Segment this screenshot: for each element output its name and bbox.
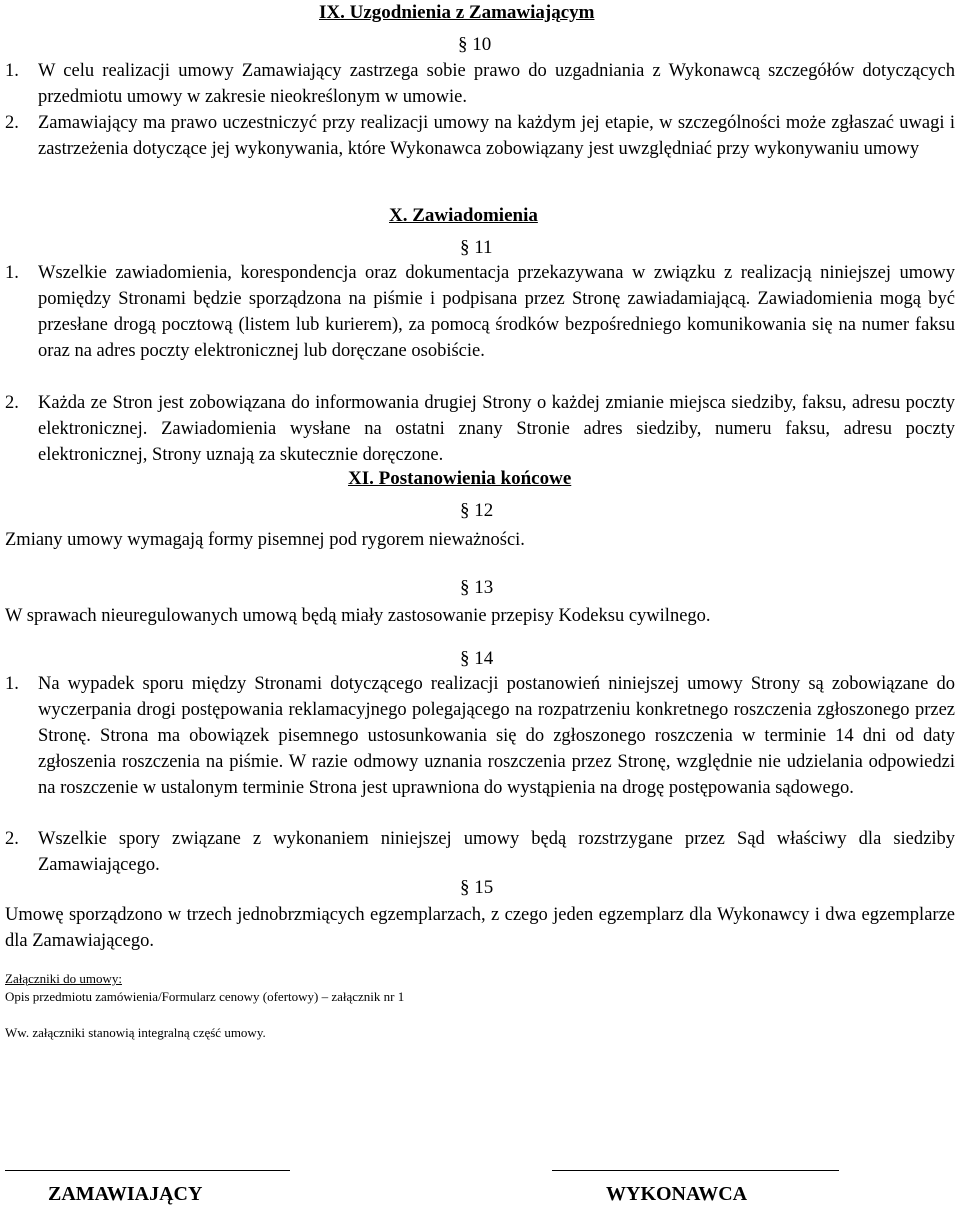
s10-item-1 (5, 58, 955, 110)
paragraph-13-marker: § 13 (460, 577, 494, 598)
item-text: W celu realizacji umowy Zamawiający zastrzega sobie prawo do uzgadniania z Wykonawcą szczegółów dotyczących przedmiotu umowy w zakresie nieokreślonym w umowie. (38, 61, 955, 107)
signature-label-left: ZAMAWIAJĄCY (48, 1183, 203, 1205)
section-title-xi: XI. Postanowienia końcowe (348, 468, 572, 489)
attachments-label: Załączniki do umowy: (5, 971, 122, 986)
paragraph-15-marker: § 15 (460, 877, 494, 898)
s11-item-1 (5, 260, 955, 364)
item-number: 2. (5, 393, 19, 413)
s12-text: Zmiany umowy wymagają formy pisemnej pod rygorem nieważności. (5, 530, 525, 550)
section-title-ix: IX. Uzgodnienia z Zamawiającym (319, 2, 595, 23)
item-number: 2. (5, 829, 19, 849)
attachment-item: Opis przedmiotu zamówienia/Formularz cenowy (ofertowy) – załącznik nr 1 (5, 989, 405, 1004)
item-text: Wszelkie zawiadomienia, korespondencja oraz dokumentacja przekazywana w związku z realizacją niniejszej umowy pomiędzy Stronami będzie sporządzona na piśmie i podpisana przez Stronę zawiadamiającą. Zawiadomienia mogą być przesłane drogą pocztową (listem lub kurierem), za pomocą środków bezpośredniego komunikowania się na numer faksu oraz na adres poczty elektronicznej lub doręczane osobiście. (38, 263, 955, 361)
paragraph-14-marker: § 14 (460, 648, 494, 669)
paragraph-10-marker: § 10 (458, 34, 492, 55)
item-number: 1. (5, 674, 19, 694)
s11-item-2 (5, 390, 955, 468)
item-text: Wszelkie spory związane z wykonaniem niniejszej umowy będą rozstrzygane przez Sąd właściwy dla siedziby Zamawiającego. (38, 829, 955, 875)
section-title-x: X. Zawiadomienia (389, 205, 538, 226)
s14-item-2 (5, 826, 955, 878)
s10-item-2 (5, 110, 955, 162)
signature-label-right: WYKONAWCA (606, 1183, 748, 1205)
item-text: Na wypadek sporu między Stronami dotyczącego realizacji postanowień niniejszej umowy Strony są zobowiązane do wyczerpania drogi postępowania reklamacyjnego polegającego na rozpatrzeniu konkretnego roszczenia zgłoszonego przez Stronę. Strona ma obowiązek pisemnego ustosunkowania się do zgłoszonego roszczenia w terminie 14 dni od daty zgłoszenia roszczenia na piśmie. W razie odmowy uznania roszczenia przez Stronę, względnie nie udzielania odpowiedzi na roszczenie w ustalonym terminie Strona jest uprawniona do wystąpienia na drogę postępowania sądowego. (38, 674, 955, 798)
item-number: 1. (5, 61, 19, 81)
item-number: 2. (5, 113, 19, 133)
item-text: Każda ze Stron jest zobowiązana do informowania drugiej Strony o każdej zmianie miejsca siedziby, faksu, adresu poczty elektronicznej. Zawiadomienia wysłane na ostatni znany Stronie adres siedziby, numeru faksu, adresu poczty elektronicznej, Strony uznają za skutecznie doręczone. (38, 393, 955, 465)
s15-text: Umowę sporządzono w trzech jednobrzmiących egzemplarzach, z czego jeden egzemplarz dla Wykonawcy i dwa egzemplarze dla Zamawiającego. (5, 905, 955, 951)
item-number: 1. (5, 263, 19, 283)
paragraph-11-marker: § 11 (460, 237, 493, 258)
signature-line-right (552, 1170, 839, 1171)
item-text: Zamawiający ma prawo uczestniczyć przy realizacji umowy na każdym jej etapie, w szczególności może zgłaszać uwagi i zastrzeżenia dotyczące jej wykonywania, które Wykonawca zobowiązany jest uwzględniać przy wykonywaniu umowy (38, 113, 955, 159)
attachments-note: Ww. załączniki stanowią integralną część umowy. (5, 1025, 266, 1040)
s13-text: W sprawach nieuregulowanych umową będą miały zastosowanie przepisy Kodeksu cywilnego. (5, 606, 711, 626)
paragraph-12-marker: § 12 (460, 500, 494, 521)
signature-line-left (5, 1170, 290, 1171)
s14-item-1 (5, 671, 955, 801)
